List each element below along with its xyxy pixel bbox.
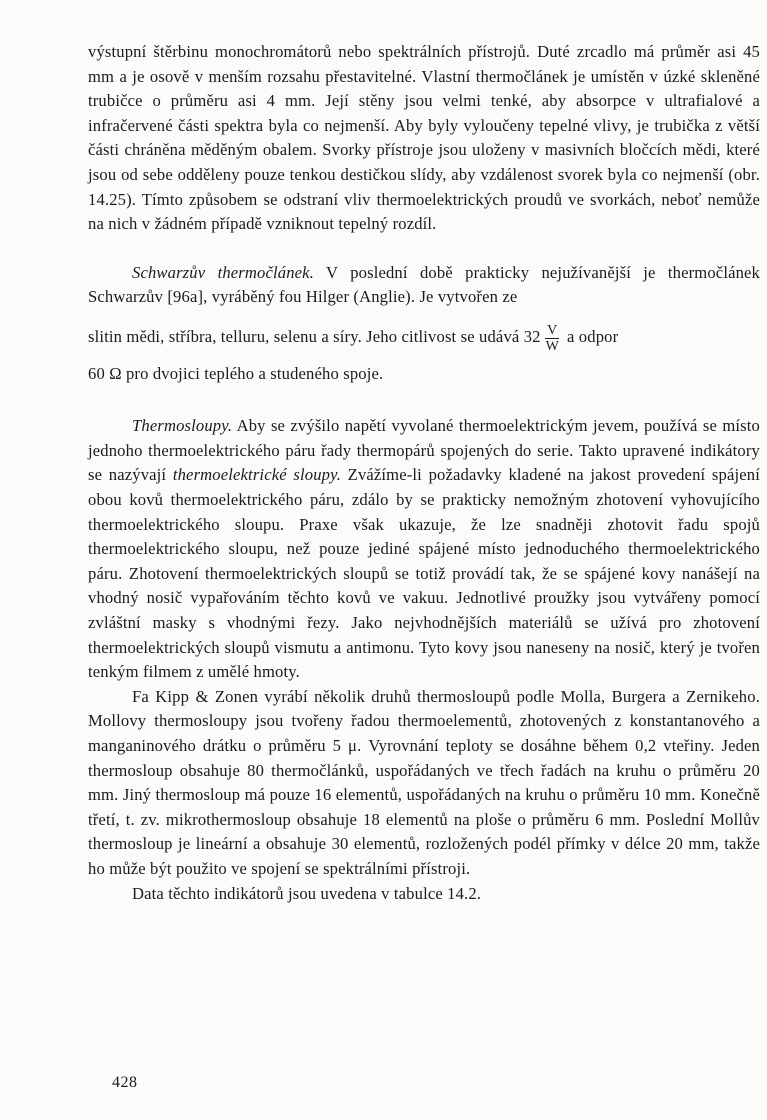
paragraph-schwarz-thermocouple: [88, 261, 760, 310]
formula-text-before: slitin mědi, stříbra, telluru, selenu a síry. Jeho citlivost se udává 32: [88, 326, 541, 346]
resistance-line: 60 Ω pro dvojici teplého a studeného spoje.: [88, 363, 384, 383]
section-title-thermopiles: Thermosloupy.: [132, 416, 233, 436]
paragraph-thermopiles: [88, 414, 760, 685]
term-thermoelectric-piles: thermoelektrické sloupy.: [172, 465, 341, 485]
page-number: 428: [112, 1074, 138, 1091]
paragraph-table-reference: Data těchto indikátorů jsou uvedena v tabulce 14.2.: [132, 883, 482, 903]
paragraph-text: Aby se zvýšilo napětí vyvolané thermoelektrickým jevem, používá se místo jednoho thermoelektrického páru řady thermopárů spojených do serie. Takto upravené indikátory se nazývají: [88, 416, 760, 485]
formula-text-after: a odpor: [566, 326, 619, 346]
paragraph-monochromator-thermocouple: výstupní štěrbinu monochromátorů nebo spektrálních přístrojů. Duté zrcadlo má průměr asi 45 mm a je osově v menším rozsahu přestavitelné. Vlastní thermočlánek je umístěn v úzké skleněné trubičce o průměru asi 4 mm. Její stěny jsou velmi tenké, aby absorpce v ultrafialové a infračervené části spektra byla co nejmenší. Aby byly vyloučeny tepelné vlivy, je trubička z větší části chráněna měděným obalem. Svorky přístroje jsou uloženy v masivních bločcích mědi, které jsou od sebe odděleny pouze tenkou destičkou slídy, aby vzdálenost svorek byla co nejmenší (obr. 14.25). Tímto způsobem se odstraní vliv thermoelektrických proudů ve svorkách, neboť nemůže na nich v žádném případě vzniknout tepelný rozdíl.: [88, 42, 760, 234]
section-title-schwarz: Schwarzův thermočlánek.: [132, 262, 314, 282]
page-body: [88, 40, 760, 906]
fraction-numerator: V: [547, 322, 558, 338]
paragraph-kipp-zonen: Fa Kipp & Zonen vyrábí několik druhů thermosloupů podle Molla, Burgera a Zernikeho. Mollovy thermosloupy jsou tvořeny řadou thermoelementů, zhotovených z konstantanového a manganinového drátku o průměru 5 μ. Vyrovnání teploty se dosáhne během 0,2 vteřiny. Jeden thermosloup obsahuje 80 thermočlánků, uspořádaných ve třech řadách na kruhu o průměru 20 mm. Jiný thermosloup má pouze 16 elementů, uspořádaných na kruhu o průměru 10 mm. Konečně třetí, t. zv. mikrothermosloup obsahuje 18 elementů na ploše o průměru 6 mm. Poslední Mollův thermosloup je lineární a obsahuje 30 elementů, rozložených podél přímky v délce 20 mm, takže ho může být použito ve spojení se spektrálními přístroji.: [88, 686, 760, 878]
sensitivity-line: [88, 322, 760, 354]
paragraph-text: V poslední době prakticky nejužívanější je thermočlánek Schwarzův [96a], vyráběný fou Hilger (Anglie). Je vytvořen ze: [88, 262, 761, 307]
fraction-denominator: W: [545, 338, 559, 354]
volt-per-watt-fraction: [544, 323, 561, 354]
spacer: [88, 237, 760, 261]
paragraph-text: Zvážíme-li požadavky kladené na jakost provedení spájení obou kovů thermoelektrického páru, zdálo by se prakticky nemožným zhotovení vyhovujícího thermoelektrického sloupu. Praxe však ukazuje, že lze snadněji zhotovit řadu spojů thermoelektrického sloupu, než pouze jediné spájené místo jednoduchého thermoelektrického páru. Zhotovení thermoelektrických sloupů se totiž provádí tak, že se spájené kovy nanášejí na vhodný nosič vypařováním těchto kovů ve vakuu. Jednotlivé proužky jsou vytvářeny pomocí zvláštní masky s vhodnými řezy. Jako nejvhodnějších materiálů se užívá pro zhotovení thermoelektrických sloupů vismutu a antimonu. Tyto kovy jsou naneseny na nosič, který je tvořen tenkým filmem z umělé hmoty.: [88, 465, 760, 682]
spacer: [88, 386, 760, 414]
